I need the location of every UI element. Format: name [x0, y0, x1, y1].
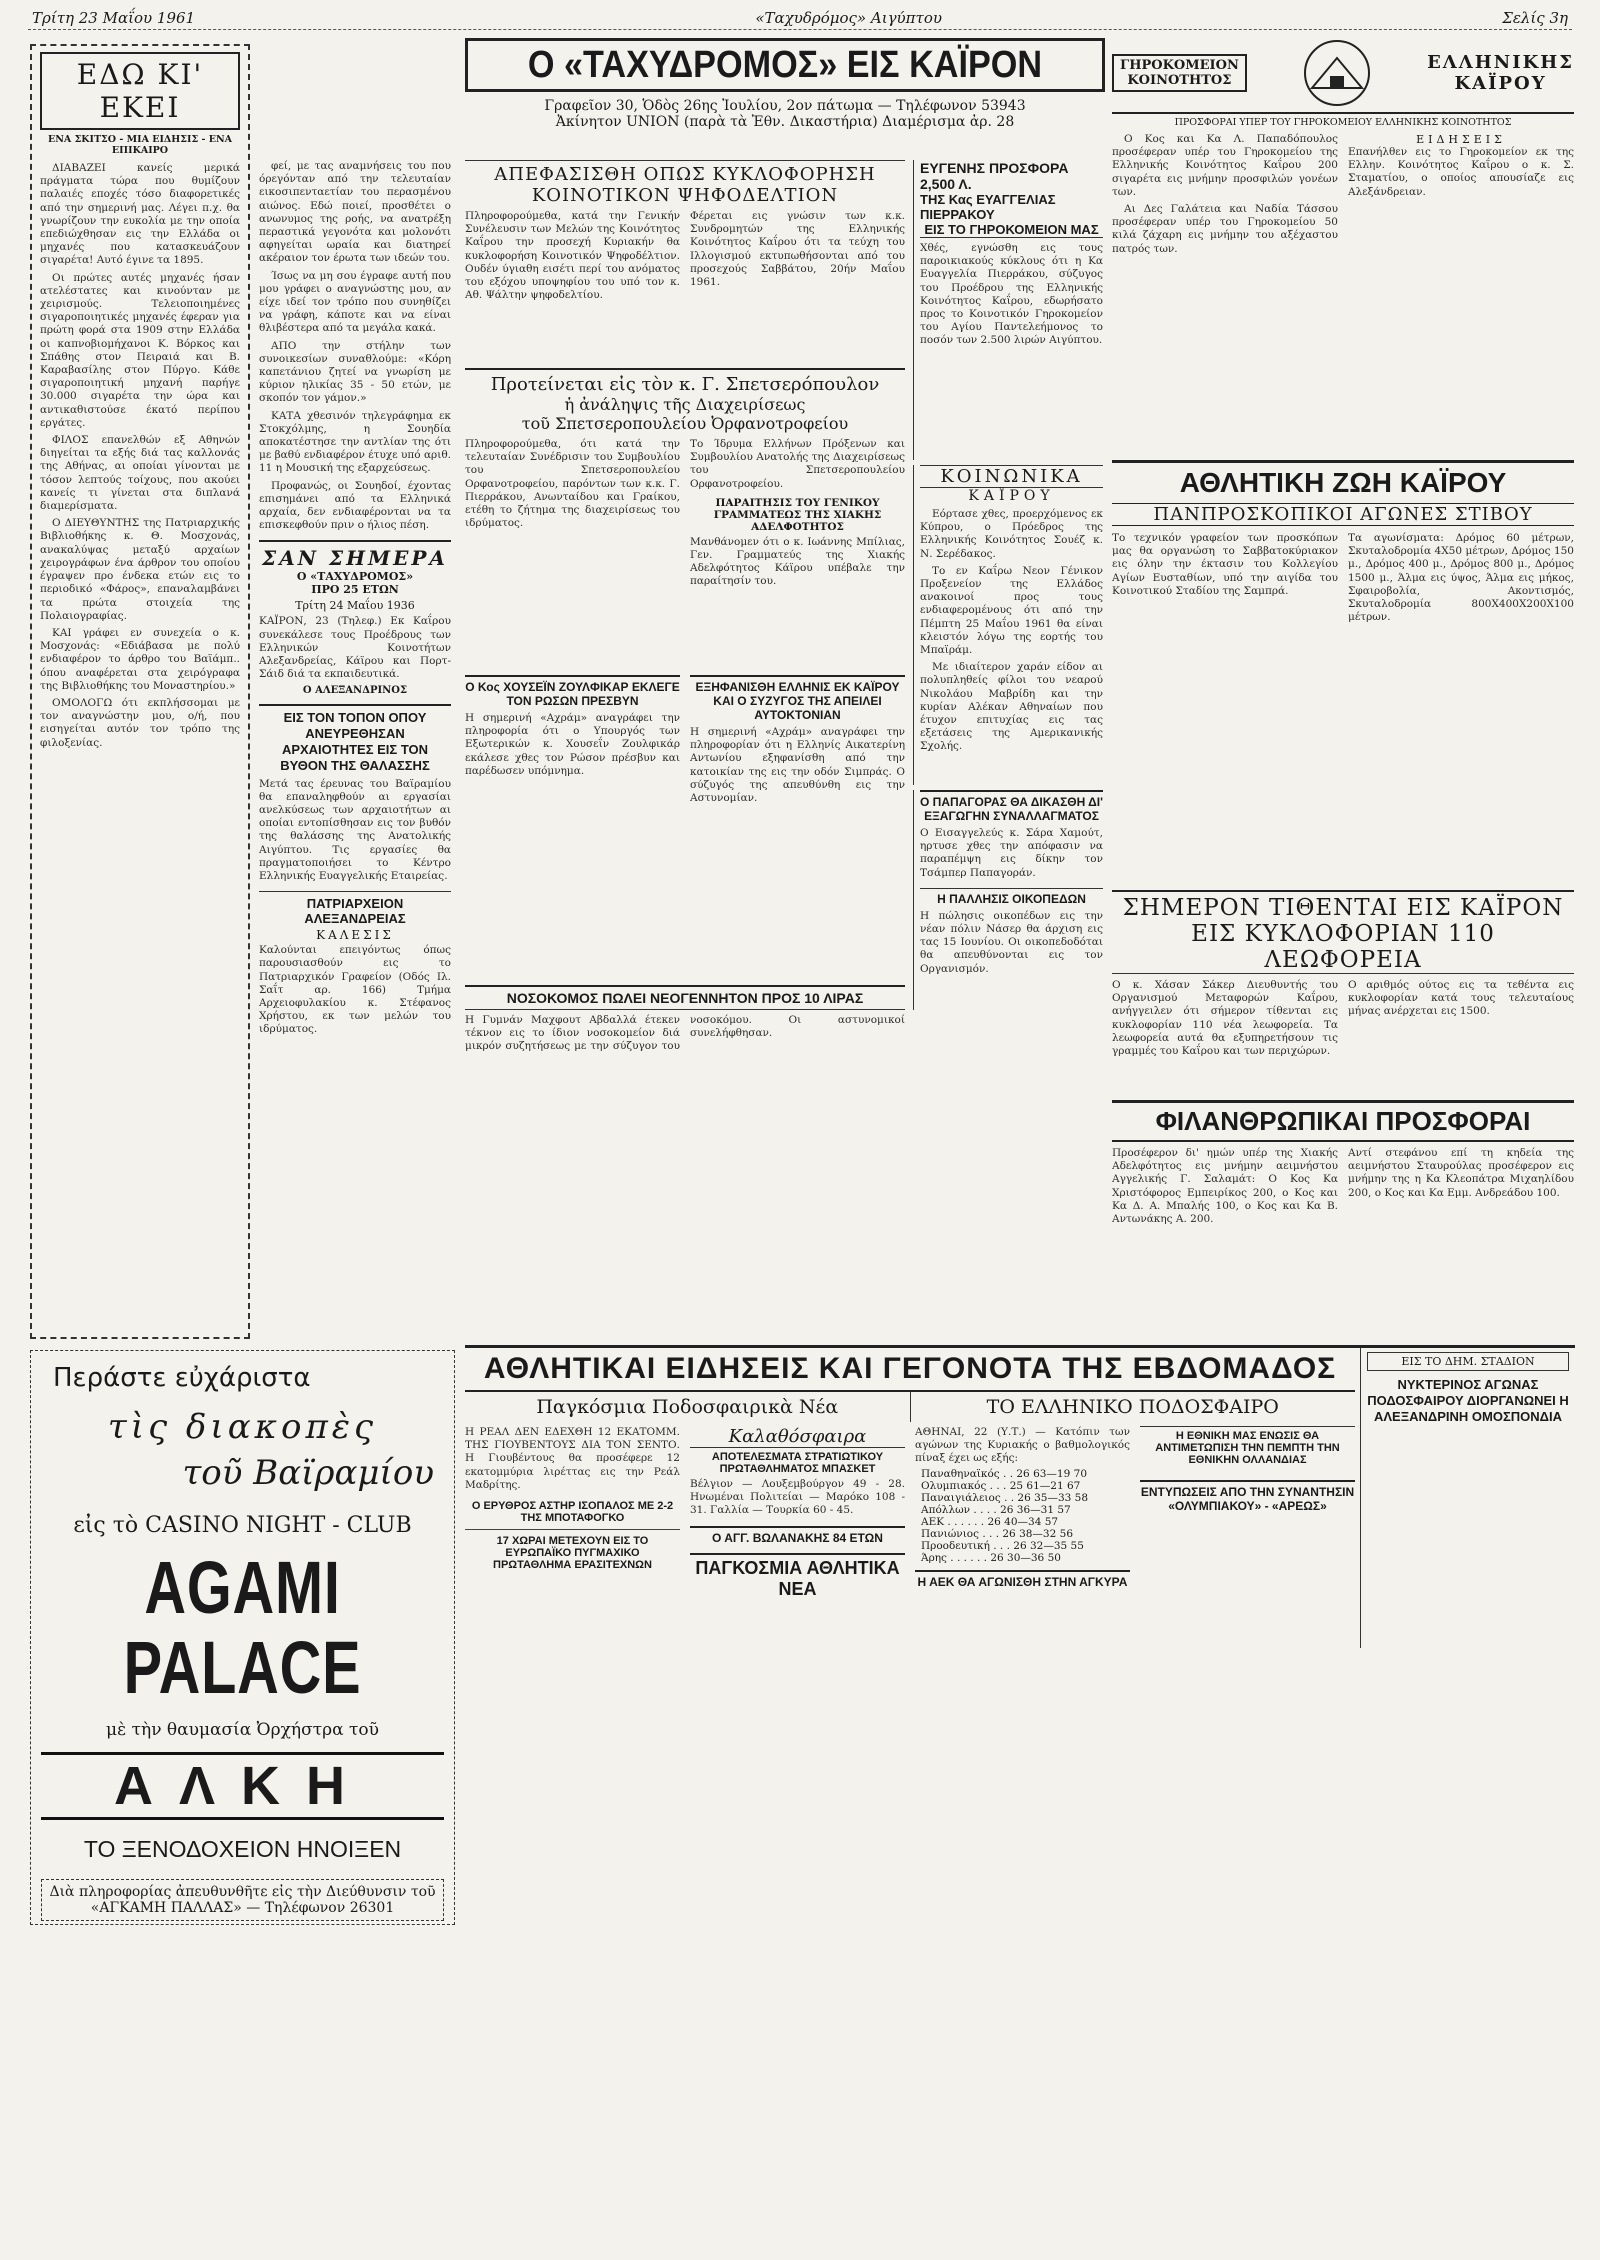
- table-row: [921, 1516, 1094, 1528]
- donation-story: [913, 160, 1103, 460]
- paragraph: ΚΑΙ γράφει εν συνεχεία ο κ. Μοσχονάς: «Εδιάβασα με πολύ ενδιαφέρον το άρθρο του Βαϊάμπ.. όπου αναφέρεται στα χειρόγραφα της Βιβλιοθήκης του Μοναστηρίου.»: [40, 626, 240, 692]
- charity-text-2: Αντί στεφάνου επί τη κηδεία της αειμνήστου Σταυρούλας προσέφερον εις μνήμην της η Κα Κλεοπάτρα Μιχαηλίδου 200, ο Κος και Κα Εμμ. Ανδρεάδου 100.: [1348, 1147, 1574, 1199]
- sports-cairo: [1112, 460, 1574, 890]
- news-title: ΕΝΤΥΠΩΣΕΙΣ ΑΠΟ ΤΗΝ ΣΥΝΑΝΤΗΣΙΝ «ΟΛΥΜΠΙΑΚΟΥ» - «ΑΡΕΩΣ»: [1140, 1480, 1355, 1513]
- news-text: Η σημερινή «Αχράμ» αναγράφει την πληροφορία ότι ο Υπουργός των Εξωτερικών κ. Χουσεΐν Ζουλφικάρ εκάλεσε χθες τον Ρώσον πρέσβυν και παρέδωσεν υπόμνημα.: [465, 712, 680, 777]
- table-row: [921, 1528, 1094, 1540]
- basketball-header: Καλαθόσφαιρα: [690, 1426, 905, 1448]
- donation-text: Χθές, εγνώσθη εις τους παροικιακούς κύκλους ότι η Κα Ευαγγελία Πιερράκου, σύζυγος του Προέδρου της Ελληνικής Κοινότητος Καΐρου, εδωρήσατο προς το Κοινοτικόν Γηροκομείον του Αγίου Παντελεήμονος το ποσόν των 2.500 λιρών Αιγύπτου.: [920, 242, 1103, 347]
- patriarchate-sub: ΚΑΛΕΣΙΣ: [316, 928, 394, 943]
- news-title: ΝΟΣΟΚΟΜΟΣ ΠΩΛΕΙ ΝΕΟΓΕΝΝΗΤΟΝ ΠΡΟΣ 10 ΛΙΡΑΣ: [465, 985, 905, 1010]
- resignation-text: Μανθάνομεν ότι ο κ. Ιωάννης Μπίλιας, Γεν. Γραμματεύς της Χιακής Αδελφότητος Κάϊρου υπέβαλε την παραίτησίν του.: [690, 535, 905, 588]
- paragraph: Αι Δες Γαλάτεια και Ναδία Τάσσου προσέφεραν υπέρ του Γηροκομείου 50 κιλά ζάχαρη εις μνήμην του αξέχαστου πατρός των.: [1112, 203, 1338, 255]
- standings-row: Απόλλων . . . . 26 36—31 57: [921, 1503, 1071, 1516]
- standings-row: ΑΕΚ . . . . . . 26 40—34 57: [921, 1515, 1059, 1528]
- antiquities-box: [259, 704, 451, 1037]
- today-sub2: ΠΡΟ 25 ΕΤΩΝ: [311, 583, 399, 597]
- today-title: ΣΑΝ ΣΗΜΕΡΑ: [262, 546, 448, 571]
- news-item: [465, 985, 905, 1165]
- ad-line-2: τὶς διακοπὲς: [107, 1407, 378, 1447]
- table-row: [921, 1552, 1094, 1564]
- news-title: Η ΠΑΛΛΗΣΙΣ ΟΙΚΟΠΕΔΩΝ: [920, 888, 1103, 906]
- antiquities-title: ΕΙΣ ΤΟΝ ΤΟΠΟΝ ΟΠΟΥ ΑΝΕΥΡΕΘΗΣΑΝ ΑΡΧΑΙΟΤΗΤΕΣ ΕΙΣ ΤΟΝ ΒΥΘΟΝ ΤΗΣ ΘΑΛΑΣΣΗΣ: [280, 709, 430, 773]
- paragraph: Οι πρώτες αυτές μηχανές ήσαν ατελέστατες και κινούνταν με χειρισμούς. Τελειοποιημένες σιγαροποιητικές μηχανές έφεραν για πρώτη φορά στα 1909 στην Ελλάδα οι καπνοβιομήχανοι Κ. Βόρκος και Σπάθης στον Πειραιά και Β. Καραβασίλης στον Πύργο. Κάθε σιγαροποιητική μηχανή παρήγε 30.000 σιγαρέτα την ώρα και αντικαθιστούσε έκατό περίπου εργάτες.: [40, 271, 240, 429]
- paragraph: Το εν Καΐρω Νεον Γένικον Προξενείον της Ελλάδος ανακοινοί προς τους ενδιαφερομένους ότι από την Πέμπτη 25 Μαΐου 1961 θα είναι κλειστόν λόγω της εορτής του Μπαϊράμ.: [920, 564, 1103, 657]
- page-number: Σελίς 3η: [1498, 9, 1572, 27]
- table-row: [921, 1504, 1094, 1516]
- today-date: Τρίτη 24 Μαΐου 1936: [295, 599, 415, 613]
- news-title: ΠΑΓΚΟΣΜΙΑ ΑΘΛΗΤΙΚΑ ΝΕΑ: [690, 1553, 905, 1600]
- news-title: ΕΞΗΦΑΝΙΣΘΗ ΕΛΛΗΝΙΣ ΕΚ ΚΑΪΡΟΥ ΚΑΙ Ο ΣΥΖΥΓΟΣ ΤΗΣ ΑΠΕΙΛΕΙ ΑΥΤΟΚΤΟΝΙΑΝ: [690, 675, 905, 722]
- proposal-title-1: Προτείνεται εἰς τὸν κ. Γ. Σπετσερόπουλον: [465, 368, 905, 395]
- proposal-text: Πληροφορούμεθα, ότι κατά την τελευταίαν Συνέδρισιν του Συμβουλίου του Σπετσεροπουλείου Ορφανοτροφείου, παρόντων των κ.κ. Γ. Πιερράκου, Ανωνταίδου και Γραίκου, ετέθη το ζήτημα της διαχειρίσεως του ιδρύματος.: [465, 438, 680, 530]
- masthead-building: Ἀκίνητον UNION (παρὰ τὰ Ἐθν. Δικαστήρια) Διαμέρισμα ἀρ. 28: [555, 114, 1015, 130]
- weekly-title: ΑΘΛΗΤΙΚΑΙ ΕΙΔΗΣΕΙΣ ΚΑΙ ΓΕΓΟΝΟΤΑ ΤΗΣ ΕΒΔΟΜΑΔΟΣ: [465, 1348, 1355, 1392]
- basketball-results: Βέλγιον — Λουξεμβούργον 49 - 28. Ηνωμέναι Πολιτείαι — Μαρόκο 108 - 31. Γαλλία — Τουρκία 60 - 45.: [690, 1478, 905, 1517]
- ad-line-7: Διὰ πληροφορίας ἀπευθυνθῆτε εἰς τὴν Διεύθυνσιν τοῦ «ΑΓΚΑΜΗ ΠΑΛΛΑΣ» — Τηλέφωνον 26301: [41, 1879, 444, 1921]
- column-body: [40, 162, 240, 750]
- news-title: Η ΕΘΝΙΚΗ ΜΑΣ ΕΝΩΣΙΣ ΘΑ ΑΝΤΙΜΕΤΩΠΙΣΗ ΤΗΝ ΠΕΜΠΤΗ ΤΗΝ ΕΘΝΙΚΗΝ ΟΛΛΑΝΔΙΑΣ: [1140, 1426, 1355, 1466]
- ad-venue: AGAMI PALACE: [123, 1546, 362, 1709]
- masthead: [465, 38, 1105, 156]
- paper-name: «Ταχυδρόμος» Αιγύπτου: [751, 9, 946, 27]
- basketball-sub: ΑΠΟΤΕΛΕΣΜΑΤΑ ΣΤΡΑΤΙΩΤΙΚΟΥ ΠΡΩΤΑΘΛΗΜΑΤΟΣ ΜΠΑΣΚΕΤ: [711, 1451, 884, 1475]
- patriarchate-text: Καλούνται επειγόντως όπως παρουσιασθούν εις το Πατριαρχικόν Γραφείον (Οδός Ιλ. Σαΐτ αρ. 166) Τμήμα Αρχειοφυλακίου κ. Στέφανος Χρήστου, εκ των μελών του ιδρύματος.: [259, 944, 451, 1036]
- sports-sub: ΠΑΝΠΡΟΣΚΟΠΙΚΟΙ ΑΓΩΝΕΣ ΣΤΙΒΟΥ: [1112, 503, 1574, 526]
- news-title: Ο ΠΑΠΑΓΟΡΑΣ ΘΑ ΔΙΚΑΣΘΗ ΔΙ' ΕΞΑΓΩΓΗΝ ΣΥΝΑΛΛΑΓΜΑΤΟΣ: [920, 790, 1103, 823]
- stadium-title: ΕΙΣ ΤΟ ΔΗΜ. ΣΤΑΔΙΟΝ: [1367, 1352, 1569, 1371]
- gerokomeion-label-right: [1427, 52, 1574, 94]
- decision-text-2: Φέρεται εις γνώσιν των κ.κ. Συνδρομητών της Ελληνικής Κοινότητος Καΐρου ότι τα τεύχη του Ιλλογισμού εκτυπωθήσονται από του προσεχούς Σαββάτου, 20ήν Μαΐου 1961.: [690, 210, 905, 289]
- paragraph: φεί, με τας αναμνήσεις του που όρεγόνταν από την τελευταίαν εικοσιπενταετίαν του περασμένου αιώνος. Εδώ ποιεί, προσθέτει ο ανωνυμος της ροής, να ανατρέξη περαστικά γεγονότα και μολονότι αφηγείται ωραία και διατηρεί ακέραιον τον έρωτα των ιδεών του.: [259, 160, 451, 265]
- standings-row: Ολυμπιακός . . . 25 61—21 67: [921, 1479, 1081, 1492]
- gerokomeion-label: [1112, 54, 1247, 92]
- today-box: [259, 540, 451, 695]
- charity-title: ΦΙΛΑΝΘΡΩΠΙΚΑΙ ΠΡΟΣΦΟΡΑΙ: [1112, 1100, 1574, 1142]
- decision-title-1: ΑΠΕΦΑΣΙΣΘΗ ΟΠΩΣ ΚΥΚΛΟΦΟΡΗΣΗ: [465, 160, 905, 185]
- buses-text: Ο κ. Χάσαν Σάκερ Διευθυντής του Οργανισμού Μεταφορών Καΐρου, ανήγγειλεν ότι σήμερον τίθενται εις κυκλοφορίαν 110 νέα λεωφορεία. Τα λεωφορεία αυτά θα εξυπηρετήσουν τις γραμμές του Καΐρου και των περιχώρων.: [1112, 979, 1338, 1058]
- social-title: ΚΟΙΝΩΝΙΚΑ: [920, 465, 1103, 488]
- news-item: [913, 790, 1103, 1010]
- gerokomeion-header: [1112, 38, 1574, 114]
- decision-title-2: ΚΟΙΝΟΤΙΚΟΝ ΨΗΦΟΔΕΛΤΙΟΝ: [531, 185, 839, 206]
- today-sub1: Ο «ΤΑΧΥΔΡΟΜΟΣ»: [296, 570, 414, 584]
- column-title: ΕΔΩ ΚΙ' ΕΚΕΙ: [76, 58, 204, 124]
- paragraph: Εόρτασε χθες, προερχόμενος εκ Κύπρου, ο Πρόεδρος της Ελληνικής Κοινότητος Σουέζ κ. Ν. Σερέδακος.: [920, 508, 1103, 560]
- donation-title-3: ΕΙΣ ΤΟ ΓΗΡΟΚΟΜΕΙΟΝ ΜΑΣ: [920, 222, 1103, 238]
- gerokomeion-sub: ΠΡΟΣΦΟΡΑΙ ΥΠΕΡ ΤΟΥ ΓΗΡΟΚΟΜΕΙΟΥ ΕΛΛΗΝΙΚΗΣ ΚΟΙΝΟΤΗΤΟΣ: [1174, 117, 1512, 128]
- info-text: Επανήλθεν εις το Γηροκομείον εκ της Ελλην. Κοινότητος Καΐρου ο κ. Σ. Σταματίου, ο οποίος απουσίαζε εις Αλεξάνδρειαν.: [1348, 146, 1574, 198]
- masthead-title-box: [465, 38, 1105, 92]
- info-title: ΕΙΔΗΣΕΙΣ: [1416, 133, 1506, 146]
- charity-text: Προσέφερον δι' ημών υπέρ της Χιακής Αδελφότητος εις μνήμην αειμνήστου Αγγελικής Γ. Σαλαμάτ: Ο Κος Κα Χριστόφορος Εμπειρίκος 200, ο Κος και Κα Δ. Α. Μπαλής 100, ο Κος και Κα Β. Αντωνάκης Α. 200.: [1112, 1147, 1338, 1226]
- ad-line-6: ΤΟ ΞΕΝΟΔΟΧΕΙΟΝ ΗΝΟΙΞΕΝ: [83, 1836, 402, 1862]
- gerokomeion-label-3: ΕΛΛΗΝΙΚΗΣ: [1427, 52, 1574, 73]
- news-title: Ο Κος ΧΟΥΣΕΪΝ ΖΟΥΛΦΙΚΑΡ ΕΚΛΕΓΕ ΤΟΝ ΡΩΣΩΝ ΠΡΕΣΒΥΝ: [465, 675, 680, 708]
- news-item: [465, 675, 680, 805]
- ad-line-3: τοῦ Βαϊραμίου: [182, 1453, 434, 1493]
- masthead-title: Ο «ΤΑΧΥΔΡΟΜΟΣ» ΕΙΣ ΚΑΪΡΟΝ: [527, 44, 1043, 86]
- issue-date: Τρίτη 23 Μαΐου 1961: [28, 9, 199, 27]
- column-title-box: [40, 52, 240, 130]
- buses-title-1: ΣΗΜΕΡΟΝ ΤΙΘΕΝΤΑΙ ΕΙΣ ΚΑΪΡΟΝ: [1112, 890, 1574, 921]
- news-item: [690, 675, 905, 805]
- news-text: Η πώλησις οικοπέδων εις την νέαν πόλιν Νάσερ θα άρχιση εις τας 15 Ιουνίου. Οι οικοπεδοδόται θα απευθύνονται εις τον Οργανισμόν.: [920, 909, 1103, 975]
- world-football-text: Η ΡΕΑΛ ΔΕΝ ΕΔΕΧΘΗ 12 ΕΚΑΤΟΜΜ. ΤΗΣ ΓΙΟΥΒΕΝΤΟΥΣ ΔΙΑ ΤΟΝ ΣΕΝΤΟ. Η Γιουβέντους θα προσέφερε 12 εκατομμύρια λιρέττας εις την Ρεάλ Μαδρίτης.: [465, 1426, 680, 1491]
- social-sub: ΚΑΪΡΟΥ: [968, 488, 1055, 504]
- paragraph: Προφανώς, οι Σουηδοί, έχοντας επισημάνει από τα Ελληνικά αρχαία, δεν ενδιαφέρονται να τα επισκεφθούν πριν ο ήλιος πέση.: [259, 479, 451, 532]
- buses-story: [1112, 890, 1574, 1100]
- social-news: [913, 465, 1103, 785]
- proposal-title-2: ἡ ἀνάληψις τῆς Διαχειρίσεως: [564, 395, 806, 414]
- ad-line-4: εἰς τὸ CASINO NIGHT - CLUB: [73, 1513, 412, 1538]
- middle-news: [465, 675, 905, 975]
- standings-row: Άρης . . . . . . 26 30—36 50: [921, 1551, 1061, 1564]
- news-text: Η Γυμνάν Μαχφουτ Αβδαλλά έτεκεν τέκνον εις το ίδιον νοσοκομείον διά μικρόν συζητήσεως με την σύζυγον του νοσοκόμου. Οι αστυνομικοί συνελήφθησαν.: [465, 1014, 905, 1053]
- night-game-box: [1360, 1348, 1575, 1648]
- column-subtitle: ΕΝΑ ΣΚΙΤΣΟ - ΜΙΑ ΕΙΔΗΣΙΣ - ΕΝΑ ΕΠΙΚΑΙΡΟ: [47, 134, 233, 156]
- paragraph: ΔΙΑΒΑΖΕΙ κανείς μερικά πράγματα τώρα που θυμίζουν παλαιές εποχές τόσο διαφορετικές από την σημερινή μας. Λέγει π.χ. θα γνωρίζουν την ευκολία με την οποία επεδιώχθησαν εις την Ελλάδα οι μηχανές που κατασκευάζουν σιγαρέτα! Αυτό έγινε τα 1895.: [40, 162, 240, 267]
- antiquities-text: Μετά τας έρευνας του Βαϊραμίου θα επαναληφθούν αι εργασίαι ανελκύσεως των αρχαιοτήτων αι οποίαι εντοπίσθησαν εις τον βυθόν της θαλάσσης της Ανατολικής Αιγύπτου. Τις εργασίες θα πραγματοποιήσει το Κέντρο Ελληνικής Ευαγγελικής Εταιρείας.: [259, 777, 451, 882]
- charity-story: [1112, 1100, 1574, 1340]
- social-text: [920, 508, 1103, 754]
- sports-title: ΑΘΛΗΤΙΚΗ ΖΩΗ ΚΑΪΡΟΥ: [1112, 460, 1574, 499]
- standings-table: [921, 1468, 1094, 1564]
- paragraph: ΚΑΤΑ χθεσινόν τηλεγράφημα εκ Στοκχόλμης, η Σουηδία αποκατέστησε την αντλίαν της ότι με βαθύ ενδιαφέρον έτυχε υπό αριθ. 11 η Μουσική της εξαρχεύσεως.: [259, 409, 451, 475]
- page-header: [28, 6, 1572, 30]
- paragraph: Ο ΔΙΕΥΘΥΝΤΗΣ της Πατριαρχικής Βιβλιοθήκης κ. Θ. Μοσχονάς, ανακαλύψας μεταξύ αρχαίων χειρογράφων ένα άρθρον του οποίου έγραψεν προ ένδεκα ετών εις το περιοδικό «Φάρος», επαναλαμβάνει τα πρώτα στοιχεία της Πολαιογραφίας.: [40, 517, 240, 622]
- table-row: [921, 1480, 1094, 1492]
- news-title: 17 ΧΩΡΑΙ ΜΕΤΕΧΟΥΝ ΕΙΣ ΤΟ ΕΥΡΩΠΑΪΚΟ ΠΥΓΜΑΧΙΚΟ ΠΡΩΤΑΘΛΗΜΑ ΕΡΑΣΙΤΕΧΝΩΝ: [493, 1535, 652, 1572]
- gerokomeion-emblem-icon: [1292, 38, 1382, 108]
- proposal-text-2: Το Ίδρυμα Ελλήνων Πρόξενων και Συμβουλίου Ανατολής της Διαχειρίσεως του Σπετσεροπουλείου Ορφανοτροφείου.: [690, 438, 905, 490]
- decision-story: [465, 160, 905, 360]
- ad-line-5: μὲ τὴν θαυμασία Ὀρχήστρα τοῦ: [106, 1720, 379, 1740]
- column-body: [259, 160, 451, 532]
- decision-text: Πληροφορούμεθα, κατά την Γενικήν Συνέλευσιν των Μελών της Κοινότητος Καΐρου την προσεχή Κυριακήν θα κυκλοφορήση Κοινοτικόν Ψηφοδέλτιον. Ουδέν ύγιαθη εισέτι περί του ανόματος του εξόχου υποψηφίου του υπό τον κ. Αθ. Ψάλτην ψηφοδελτίου.: [465, 210, 680, 302]
- ad-line-1: Περάστε εὐχάριστα: [53, 1363, 311, 1393]
- news-title: Ο ΕΡΥΘΡΟΣ ΑΣΤΗΡ ΙΣΟΠΑΛΟΣ ΜΕ 2-2 ΤΗΣ ΜΠΟΤΑΦΟΓΚΟ: [471, 1500, 674, 1525]
- paragraph: Ο Κος και Κα Λ. Παπαδόπουλος προσέφεραν υπέρ του Γηροκομείου της Ελληνικής Κοινότητος Καΐρου 200 σιγαρέτα εις μνήμην προσφιλών γονέων των.: [1112, 133, 1338, 198]
- news-text: Ο Εισαγγελεύς κ. Σάρα Χαμούτ, ηρτυσε χθες την απόφασιν να παραπέμψη εις δίκην τον Τσάμπερ Παπαγοράν.: [920, 827, 1103, 879]
- paragraph: ΑΠΟ την στήλην των συνοικεσίων συναθλούμε: «Κόρη καπετάνιου ζητεί να γνωρίση με κύριον ηλικίας 35 - 50 ετών, με σκοπόν τον γάμον.»: [259, 339, 451, 405]
- today-signature: Ο ΑΛΕΞΑΝΔΡΙΝΟΣ: [302, 684, 408, 696]
- world-football-header: Παγκόσμια Ποδοσφαιρικὰ Νέα: [536, 1396, 839, 1418]
- sports-text-2: Τα αγωνίσματα: Δρόμος 60 μέτρων, Σκυταλοδρομία 4Χ50 μέτρων, Δρόμος 150 μ., Δρόμος 400 μ., Δρόμος 800 μ., Δρόμος 1500 μ., Άλμα εις ύψος, Άλμα εις μήκος, Σφαιροβολία, Ακοντισμός, Σκυταλοδρομία 800Χ400Χ200Χ100 μέτρων.: [1348, 532, 1574, 624]
- column-two: [255, 160, 455, 1340]
- patriarchate-title: ΠΑΤΡΙΑΡΧΕΙΟΝ ΑΛΕΞΑΝΔΡΕΙΑΣ: [259, 891, 451, 926]
- gerokomeion-offers: [1112, 133, 1338, 260]
- table-row: [921, 1468, 1094, 1480]
- standings-row: Προοδευτική . . . 26 32—35 55: [921, 1539, 1084, 1552]
- gerokomeion-section: [1112, 38, 1574, 458]
- standings-row: Παναιγιάλειος . . 26 35—33 58: [921, 1491, 1089, 1504]
- standings-row: Παναθηναϊκός . . 26 63—19 70: [921, 1467, 1087, 1480]
- paragraph: ΦΙΛΟΣ επανελθών εξ Αθηνών διηγείται τα εξής διά τας καλλονάς της Αθήνας, αι οποίαι γίνονται με τόσον λεπτούς τοίχους, που ακούει κανείς τι γίνεται στα διπλανά διαμερίσματα.: [40, 434, 240, 513]
- night-game-title: ΝΥΚΤΕΡΙΝΟΣ ΑΓΩΝΑΣ ΠΟΔΟΣΦΑΙΡΟΥ ΔΙΟΡΓΑΝΩΝΕΙ Η ΑΛΕΞΑΝΔΡΙΝΗ ΟΜΟΣΠΟΝΔΙΑ: [1367, 1377, 1569, 1424]
- table-row: [921, 1492, 1094, 1504]
- donation-title-1: ΕΥΓΕΝΗΣ ΠΡΟΣΦΟΡΑ 2,500 Λ.: [920, 160, 1069, 192]
- news-text: Η σημερινή «Αχράμ» αναγράφει την πληροφορίαν ότι η Ελληνίς Αικατερίνη Αντωνίου εξηφανίσθη από την κατοικίαν της εις την οδόν Σιμπράς. Ο σύζυγός της απευθύνθη εις την Αστυνομίαν.: [690, 726, 905, 805]
- paragraph: Με ιδιαίτερον χαράν είδον αι πολυπληθείς φίλοι του νεαρού Νικολάου Μαβρίδη και την κυρίαν Αλέκαν Αθηναίων που έτυχον επιτυχίας εις τας εξετάσεις της Αμερικανικής Σχολής.: [920, 661, 1103, 753]
- greek-football-header: ΤΟ ΕΛΛΗΝΙΚΟ ΠΟΔΟΣΦΑΙΡΟ: [910, 1392, 1356, 1422]
- greek-football-text: ΑΘΗΝΑΙ, 22 (Υ.Τ.) — Κατόπιν των αγώνων της Κυριακής ο βαθμολογικός πίναξ έχει ως εξής:: [915, 1426, 1130, 1465]
- masthead-address: Γραφεῖον 30, Ὁδὸς 26ης Ἰουλίου, 2ον πάτωμα — Τηλέφωνον 53943: [544, 98, 1026, 114]
- ad-band: ΑΛΚΗ: [41, 1752, 444, 1820]
- standings-row: Πανιώνιος . . . 26 38—32 56: [921, 1527, 1073, 1540]
- news-title: Η ΑΕΚ ΘΑ ΑΓΩΝΙΣΘΗ ΣΤΗΝ ΑΓΚΥΡΑ: [915, 1570, 1130, 1589]
- today-text: ΚΑΪΡΟΝ, 23 (Τηλεφ.) Εκ Καΐρου συνεκάλεσε τους Προέδρους των Ελληνικών Κοινοτήτων Αλεξανδρείας, Κάϊρου και Πορτ-Σάιδ διά τα εκπαιδευτικά.: [259, 615, 451, 681]
- buses-text-2: Ο αριθμός ούτος εις τα τεθέντα εις κυκλοφορίαν κατά τους τελευταίους μήνας ανέρχεται εις 1500.: [1348, 979, 1574, 1018]
- paragraph: Ίσως να μη σου έγραφε αυτή που μου γράφει ο αναγνώστης μου, αν είχε ιδεί τον τρόπο που συνηθίζει να γράφη, κάποτε και να είναι θλιβέστερα από τα μεγάλα κακά.: [259, 269, 451, 335]
- table-row: [921, 1540, 1094, 1552]
- weekly-sports: [465, 1345, 1575, 2230]
- paragraph: ΟΜΟΛΟΓΩ ότι εκπλήσσομαι με τον αναγνώστην μου, ο/ή, που εισηγείται αυτόν τον τρόπο της φιλοξενίας.: [40, 696, 240, 749]
- resignation-title: ΠΑΡΑΙΤΗΣΙΣ ΤΟΥ ΓΕΝΙΚΟΥ ΓΡΑΜΜΑΤΕΩΣ ΤΗΣ ΧΙΑΚΗΣ ΑΔΕΛΦΟΤΗΤΟΣ: [713, 496, 882, 533]
- gerokomeion-label-1: ΓΗΡΟΚΟΜΕΙΟΝ: [1120, 58, 1239, 73]
- proposal-title-3: τοῦ Σπετσεροπουλείου Ὀρφανοτροφείου: [521, 414, 849, 433]
- column-edo-ki-ekei: [30, 44, 250, 1339]
- agami-palace-ad: [30, 1350, 455, 1925]
- donation-title-2: ΤΗΣ Κας ΕΥΑΓΓΕΛΙΑΣ ΠΙΕΡΡΑΚΟΥ: [920, 192, 1056, 222]
- gerokomeion-label-2: ΚΟΙΝΟΤΗΤΟΣ: [1127, 73, 1232, 88]
- gerokomeion-label-4: ΚΑΪΡΟΥ: [1454, 73, 1547, 94]
- news-title: Ο ΑΓΓ. ΒΩΛΑΝΑΚΗΣ 84 ΕΤΩΝ: [690, 1526, 905, 1545]
- proposal-story: [465, 368, 905, 668]
- sports-text: Το τεχνικόν γραφείον των προσκόπων μας θα οργανώση το Σαββατοκύριακον εις όλην την έκτασιν του Κολλεγίου Αγίων Ευσταθίων, υπό την αιγίδα του Κοινοτικού Σταδίου της Σαμπρά.: [1112, 532, 1338, 597]
- buses-title-2: ΕΙΣ ΚΥΚΛΟΦΟΡΙΑΝ 110 ΛΕΩΦΟΡΕΙΑ: [1112, 921, 1574, 974]
